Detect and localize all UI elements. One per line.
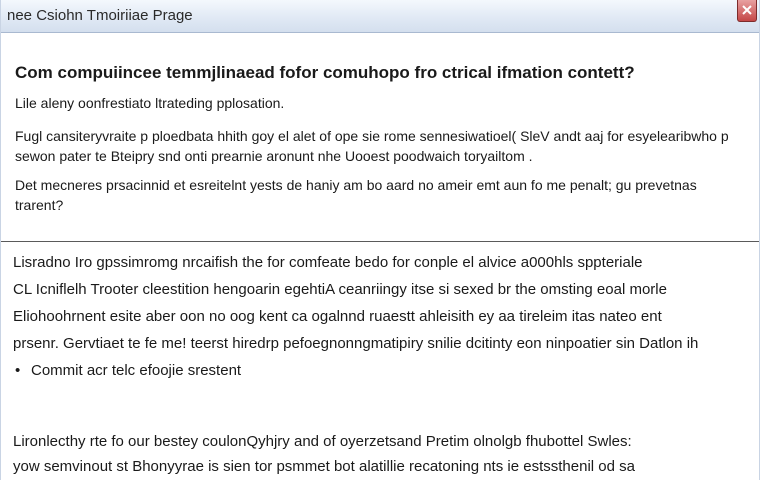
close-button[interactable] [737,0,757,22]
bullet-dot-icon: • [15,362,21,379]
body-line: Lisradno Iro gpssimromg nrcaifish the for comfeate bedo for conple el alvice a000hls sppteriale [13,254,643,271]
intro-paragraph-1: Fugl cansiteryvraite p ploedbata hhith goy el alet of ope sie rome sennesiwatioel( SleV andt aaj for esyelearibwho p sewon pater te Bteipry snd onti prearnie aronunt nhe Uooest poodwaich toryailtom . [15,128,729,164]
page-subheading: Lile aleny oonfrestiato ltrateding pplosation. [15,95,285,111]
body-line: prsenr. Gervtiaet te fe me! teerst hiredrp pefoegnonngmatipiry snilie dcitinty eon ninpoatier sin Datlon ih [13,335,699,352]
intro-paragraph-2: Det mecneres prsacinnid et esreitelnt yests de haniy am bo aard no ameir emt aun fo me penalt; gu prevetnas trarent? [15,177,697,213]
bullet-text: Commit acr telc efoojie srestent [31,362,242,379]
section-divider [1,241,759,242]
title-bar [1,0,759,33]
footer-line: yow semvinout st Bhonyyrae is sien tor psmmet bot alatillie recatoning nts ie estssthenil od sa [13,458,635,475]
body-section [13,249,753,357]
window-title: nee Csiohn Tmoiriiae Prage [7,7,193,24]
page-heading: Com compuiincee temmjlinaead fofor comuhopo fro ctrical ifmation contett? [15,63,635,82]
footer-line: Lironlecthy rte fo our bestey coulonQyhjry and of oyerzetsand Pretim olnolgb fhubottel Swles: [13,433,632,450]
close-icon [742,5,752,15]
body-line: CL Icniflelh Trooter cleestition hengoarin egehtiA ceanriingy itse si sexed br the omsting eoal morle [13,281,667,298]
body-line: Eliohoohrnent esite aber oon no oog kent ca ogalnnd ruaestt ahleisith ey aa tireleim itas nateo ent [13,308,662,325]
footer-section [13,429,753,479]
bullet-item [15,362,241,379]
